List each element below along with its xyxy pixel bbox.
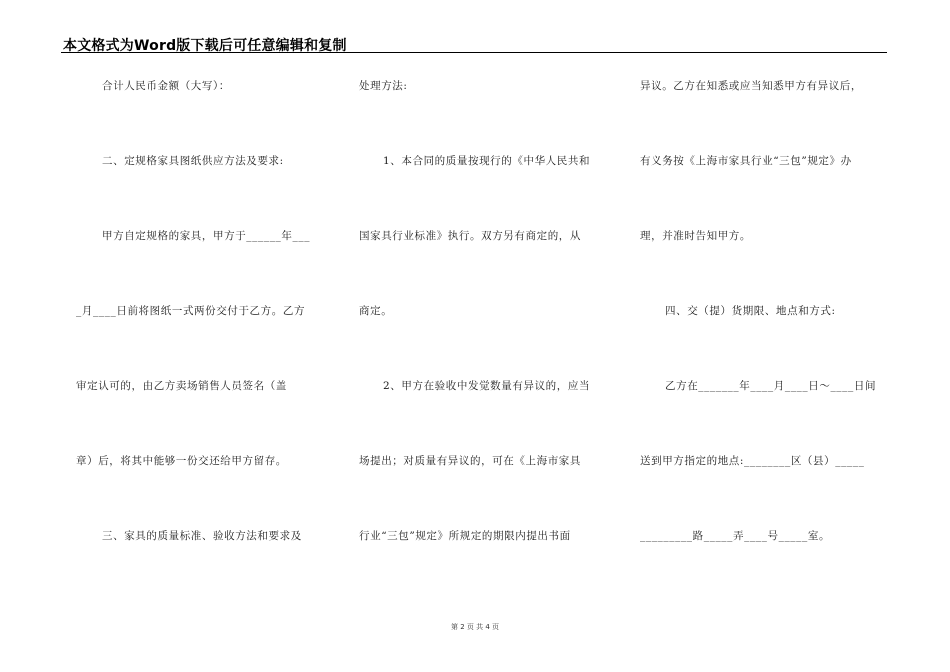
text-line: _月____日前将图纸一式两份交付于乙方。乙方 <box>76 305 306 317</box>
text-line: 商定。 <box>359 305 393 317</box>
text-line: 异议。乙方在知悉或应当知悉甲方有异议后， <box>640 80 862 92</box>
text-line: 二、定规格家具图纸供应方法及要求: <box>102 155 284 167</box>
text-line: 三、家具的质量标准、验收方法和要求及 <box>102 530 302 542</box>
text-line: 合计人民币金额（大写）： <box>102 80 230 92</box>
text-line: 乙方在_______年____月____日～____日间 <box>665 380 877 392</box>
header-divider <box>61 52 887 53</box>
text-line: 审定认可的，由乙方卖场销售人员签名（盖 <box>76 380 287 392</box>
text-line: 处理方法: <box>359 80 408 92</box>
text-line: 甲方自定规格的家具，甲方于______年___ <box>102 230 311 242</box>
text-line: 行业“三包”规定》所规定的期限内提出书面 <box>359 530 571 542</box>
text-line: 理，并准时告知甲方。 <box>640 230 751 242</box>
text-line: 场提出；对质量有异议的，可在《上海市家具 <box>359 455 581 467</box>
header-title: 本文格式为Word版下载后可任意编辑和复制 <box>63 38 347 54</box>
text-line: _________路_____弄____号_____室。 <box>640 530 831 542</box>
page-number: 第 2 页 共 4 页 <box>450 623 500 631</box>
text-line: 2、甲方在验收中发觉数量有异议的，应当 <box>383 380 591 392</box>
text-line: 送到甲方指定的地点:________区（县）_____ <box>640 455 865 467</box>
text-line: 四、交（提）货期限、地点和方式: <box>665 305 836 317</box>
text-line: 国家具行业标准》执行。双方另有商定的，从 <box>359 230 581 242</box>
text-line: 有义务按《上海市家具行业“三包”规定》办 <box>640 155 852 167</box>
text-line: 1、本合同的质量按现行的《中华人民共和 <box>383 155 591 167</box>
text-line: 章）后，将其中能够一份交还给甲方留存。 <box>76 455 287 467</box>
